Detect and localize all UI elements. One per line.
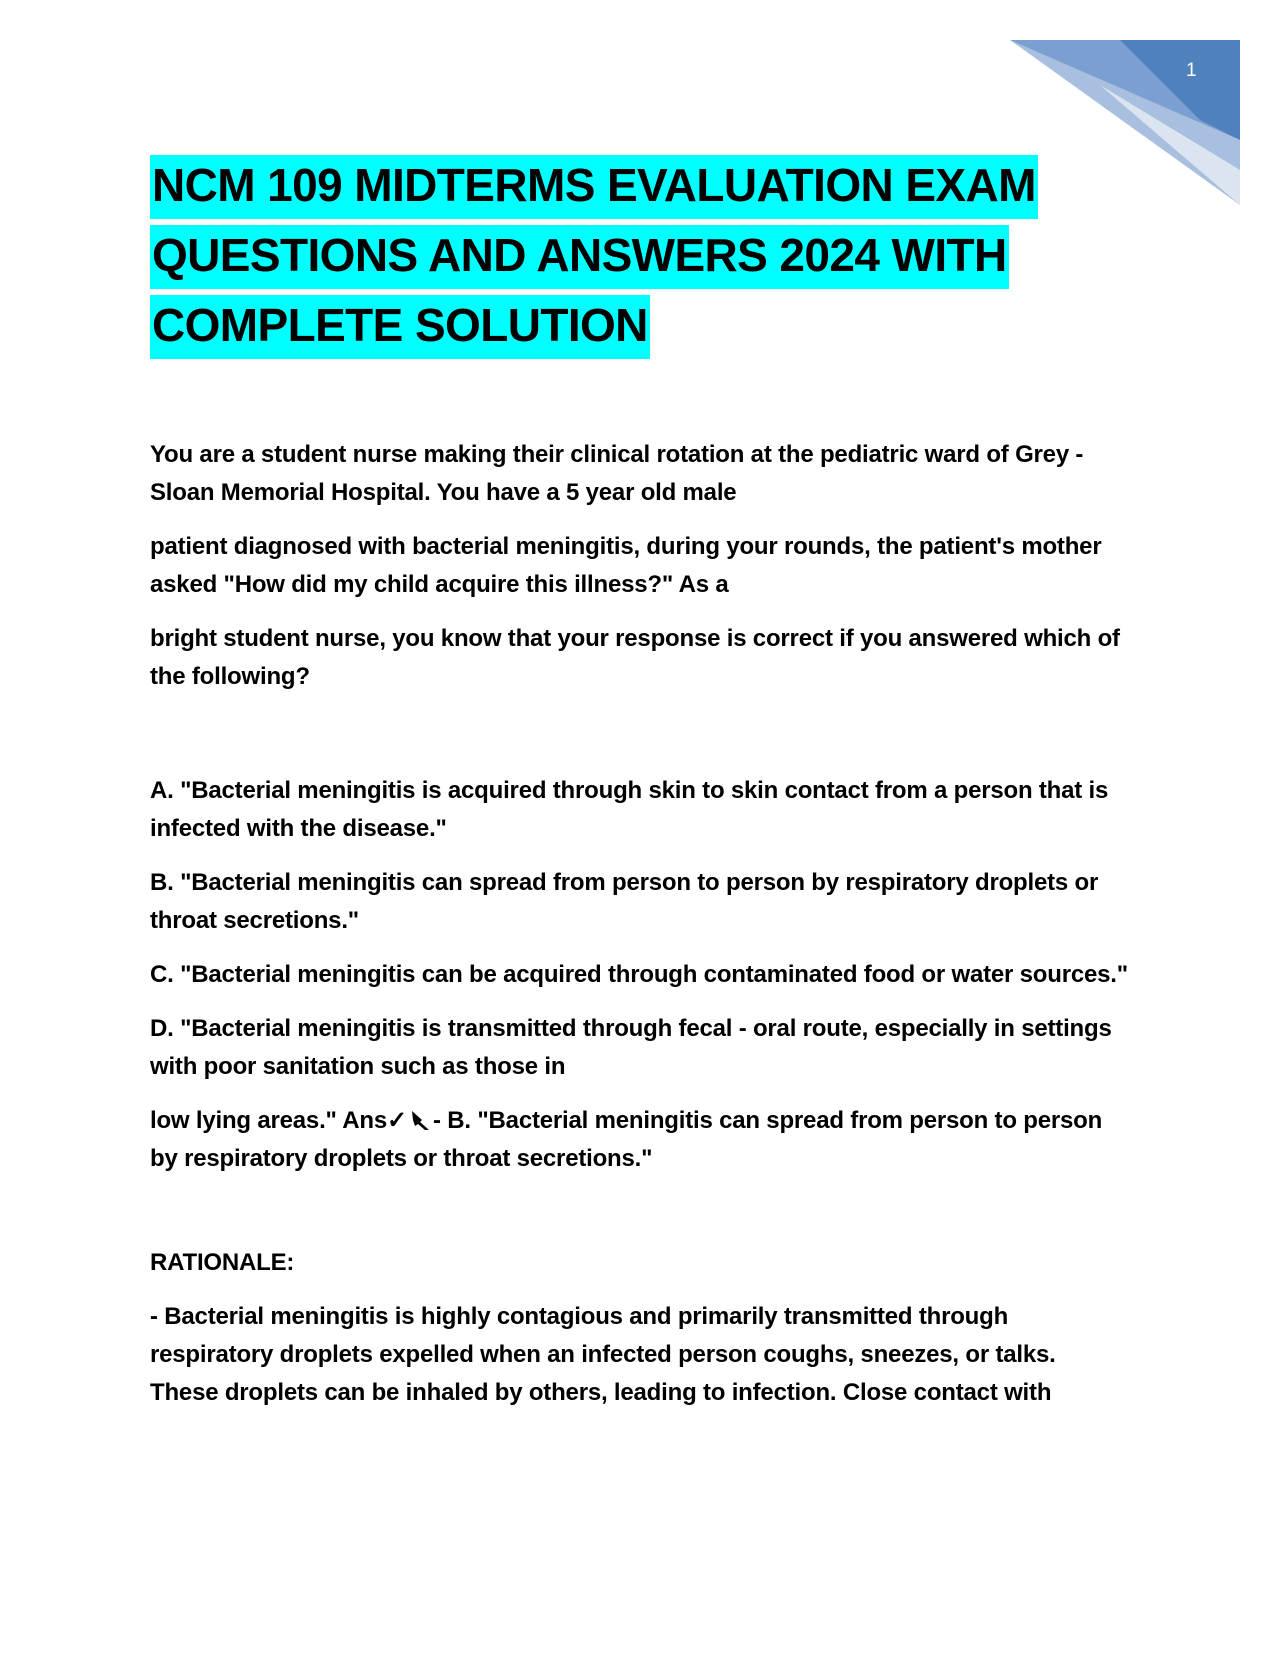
question-paragraph-3: bright student nurse, you know that your response is correct if you answered which of the following? xyxy=(150,625,1120,690)
option-b: B. "Bacterial meningitis can spread from person to person by respiratory droplets or throat secretions." xyxy=(150,869,1099,934)
rationale-heading: RATIONALE: xyxy=(150,1249,295,1276)
question-paragraph-1: You are a student nurse making their clinical rotation at the pediatric ward of Grey - Sloan Memorial Hospital. You have a 5 year old male xyxy=(150,441,1084,506)
title-line-3: COMPLETE SOLUTION xyxy=(150,295,650,359)
option-d-continuation: low lying areas." Ans xyxy=(150,1107,388,1134)
document-title xyxy=(150,150,1110,360)
rationale-text: - Bacterial meningitis is highly contagious and primarily transmitted through respiratory droplets expelled when an infected person coughs, sneezes, or talks. These droplets can be inhaled by others, leading to infection. Close contact with xyxy=(150,1303,1056,1406)
option-c: C. "Bacterial meningitis can be acquired through contaminated food or water sources." xyxy=(150,961,1128,988)
title-line-1: NCM 109 MIDTERMS EVALUATION EXAM xyxy=(150,155,1038,219)
page-number: 1 xyxy=(1186,60,1197,81)
pointing-hand-icon xyxy=(409,1108,433,1132)
option-d: D. "Bacterial meningitis is transmitted through fecal - oral route, especially in settings with poor sanitation such as those in xyxy=(150,1015,1112,1080)
option-a: A. "Bacterial meningitis is acquired through skin to skin contact from a person that is infected with the disease." xyxy=(150,777,1109,842)
document-body xyxy=(150,436,1130,1428)
title-line-2: QUESTIONS AND ANSWERS 2024 WITH xyxy=(150,225,1009,289)
answer-line xyxy=(150,1102,1130,1178)
question-paragraph-2: patient diagnosed with bacterial meningitis, during your rounds, the patient's mother asked "How did my child acquire this illness?" As a xyxy=(150,533,1102,598)
answer-text: - B. "Bacterial meningitis can spread from person to person by respiratory droplets or throat secretions." xyxy=(150,1107,1103,1172)
check-icon: ✓ xyxy=(387,1107,407,1134)
